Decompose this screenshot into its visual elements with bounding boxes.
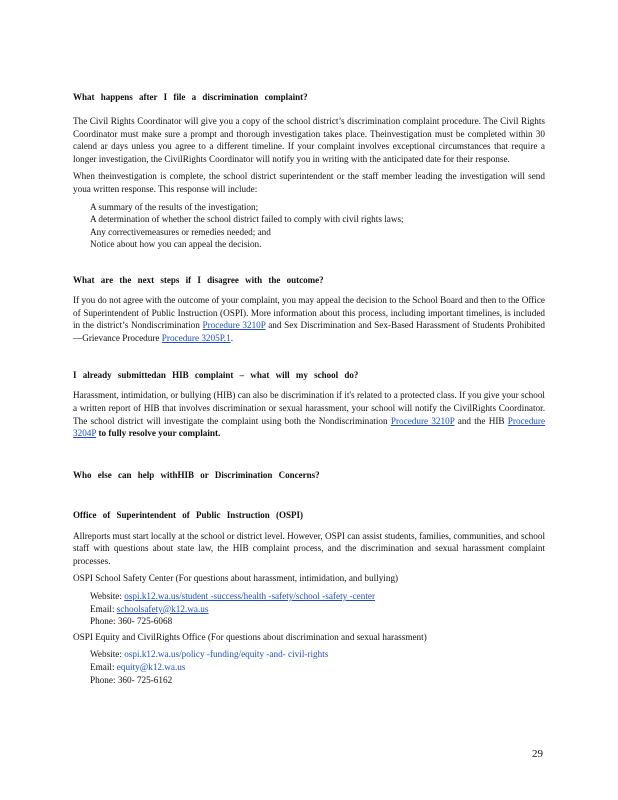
section-heading-after-filing: What happens after I file a discrimination complaint? (73, 92, 308, 102)
list-item: Phone: 360- 725-6162 (90, 674, 173, 685)
list-item: Any correctivemeasures or remedies needed; and (90, 226, 271, 237)
list-item: Phone: 360- 725-6068 (90, 616, 173, 627)
paragraph-investigation-complete: When theinvestigation is complete, the school district superintendent or the staff member leading the investigation will send youa written response. This response will include: (73, 171, 545, 194)
paragraph-ospi-assist: Allreports must start locally at the school or district level. However, OSPI can assist students, families, communities, and school staff with questions about state law, the HIB complaint process, and the discrimination and sexual harassment complaint processes. (73, 530, 545, 566)
equity-office-website-link[interactable]: ospi.k12.wa.us/policy -funding/equity -and- civil-rights (124, 649, 329, 660)
equity-office-contacts (73, 648, 545, 686)
paragraph-coordinator-copy: The Civil Rights Coordinator will give you a copy of the school district’s discrimination complaint procedure. The Civil Rights Coordinator must make sure a prompt and thorough investigation takes place. Theinvestigation must be completed within 30 calend ar days unless you agree to a different timeline. If your complaint involves exceptional circumstances that require a longer investigation, the CivilRights Coordinator will notify you in writing with the anticipated date for their response. (73, 116, 545, 164)
procedure-3204p-link[interactable]: Procedure 3204P (73, 415, 546, 439)
safety-center-phone: 360- 725-6068 (117, 616, 173, 627)
list-item: Website: ospi.k12.wa.us/student -success/health -safety/school -safety -center (90, 591, 376, 602)
safety-center-email-link[interactable]: schoolsafety@k12.wa.us (116, 603, 209, 614)
page-number: 29 (532, 748, 543, 760)
list-item: Email: schoolsafety@k12.wa.us (90, 603, 209, 614)
procedure-3205p1-link[interactable]: Procedure 3205P.1 (161, 332, 231, 343)
procedure-3210p-link[interactable]: Procedure 3210P (202, 320, 266, 331)
page-content (73, 92, 545, 686)
safety-center-title: OSPI School Safety Center (For questions about harassment, intimidation, and bullying) (73, 573, 399, 584)
equity-office-title: OSPI Equity and CivilRights Office (For questions about discrimination and sexual harassment) (73, 631, 427, 642)
list-item: Email: equity@k12.wa.us (90, 662, 186, 673)
paragraph-appeal: If you do not agree with the outcome of your complaint, you may appeal the decision to the School Board and then to the Office of Superintendent of Public Instruction (OSPI). More information about this process, including important timelines, is included in the district’s Nondiscrimination Procedure 3210P and Sex Discrimination and Sex-Based Harassment of Students Prohibited —Grievance Procedure Procedure 3205P.1. (73, 294, 546, 343)
list-item: A determination of whether the school district failed to comply with civil rights laws; (90, 214, 404, 225)
section-heading-who-else: Who else can help withHIB or Discrimination Concerns? (73, 469, 320, 480)
safety-center-contacts (73, 590, 545, 628)
procedure-3210p-link[interactable]: Procedure 3210P (390, 415, 455, 426)
equity-office-phone: 360- 725-6162 (117, 674, 173, 685)
list-item: A summary of the results of the investigation; (90, 201, 259, 212)
response-contents-list (73, 201, 545, 251)
paragraph-hib: Harassment, intimidation, or bullying (HIB) can also be discrimination if it's related to a protected class. If you give your school a written report of HIB that involves discrimination or sexual harassment, your school will notify the CivilRights Coordinator. The school district will investigate the complaint using both the Nondiscrimination Procedure 3210P and the HIB Procedure 3204P to fully resolve your complaint. (73, 390, 546, 439)
equity-office-email-link[interactable]: equity@k12.wa.us (116, 662, 186, 673)
list-item: Notice about how you can appeal the decision. (90, 239, 262, 250)
section-heading-next-steps: What are the next steps if I disagree with the outcome? (73, 274, 324, 285)
section-heading-hib-complaint: I already submittedan HIB complaint – what will my school do? (73, 370, 359, 381)
safety-center-website-link[interactable]: ospi.k12.wa.us/student -success/health -safety/school -safety -center (124, 591, 376, 602)
list-item: Website: ospi.k12.wa.us/policy -funding/equity -and- civil-rights (90, 649, 329, 660)
section-heading-ospi: Office of Superintendent of Public Instruction (OSPI) (73, 509, 303, 520)
